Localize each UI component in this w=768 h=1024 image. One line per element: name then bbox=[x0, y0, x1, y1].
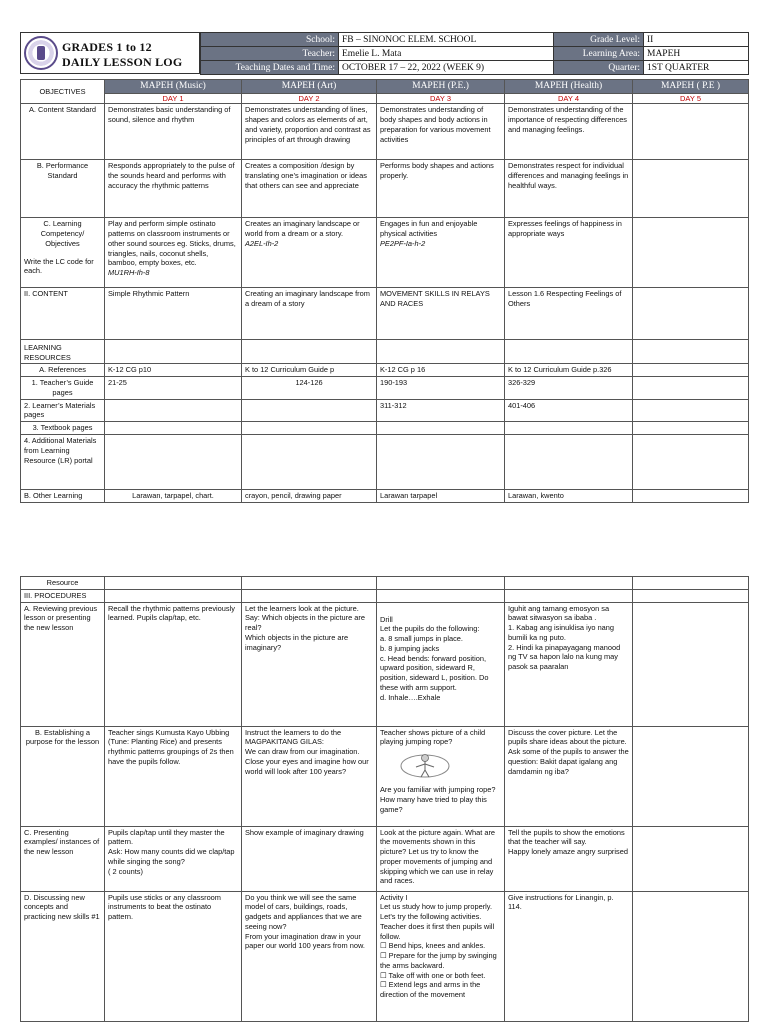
subject-art: MAPEH (Art) bbox=[242, 80, 377, 94]
presenting-label: C. Presenting examples/ instances of the new lesson bbox=[21, 826, 105, 891]
learners-materials-cell bbox=[105, 399, 242, 422]
other-learning-cell bbox=[633, 490, 749, 503]
empty-cell bbox=[105, 340, 242, 364]
reviewing-cell bbox=[633, 602, 749, 726]
subject-pe-day5: MAPEH ( P.E ) bbox=[633, 80, 749, 94]
empty-cell bbox=[377, 589, 505, 602]
content-standard-cell: Demonstrates understanding of the importance of respecting differences and managing feelings. bbox=[505, 104, 633, 160]
performance-standard-cell bbox=[633, 160, 749, 218]
brand-line-1: GRADES 1 to 12 bbox=[62, 40, 152, 54]
competency-text: Engages in fun and enjoyable physical activities bbox=[380, 219, 478, 239]
competency-text: Play and perform simple ostinato patterns on classroom instruments or other sound sources eg. Sticks, drums, triangles, nails, coconut shells, bamboo, empty boxes, etc. bbox=[108, 219, 236, 268]
reviewing-cell: Iguhit ang tamang emosyon sa bawat sitwasyon sa ibaba . 1. Kabag ang isinuklisa iyo nang bumili ka ng puto. 2. Hindi ka pinapayagang manood ng TV sa hapon lalo na kung may pasok sa paaralan bbox=[505, 602, 633, 726]
teachers-guide-label: 1. Teacher’s Guide pages bbox=[21, 377, 105, 400]
performance-standard-cell: Demonstrates respect for individual differences and managing feelings in healthful ways. bbox=[505, 160, 633, 218]
empty-cell bbox=[377, 577, 505, 590]
jumping-rope-image bbox=[394, 751, 456, 781]
empty-cell bbox=[633, 422, 749, 435]
empty-cell bbox=[377, 422, 505, 435]
brand-line-2: DAILY LESSON LOG bbox=[62, 55, 183, 69]
subject-health: MAPEH (Health) bbox=[505, 80, 633, 94]
reviewing-cell: Drill Let the pupils do the following: a. 8 small jumps in place. b. 8 jumping jacks c. Head bends: forward position, upward position, sideward R, position, sideward L, position. Do these with arm support. d. Inhale….Exhale bbox=[377, 602, 505, 726]
content-cell bbox=[633, 288, 749, 340]
dates-label: Teaching Dates and Time: bbox=[201, 61, 339, 75]
area-label: Learning Area: bbox=[554, 47, 644, 61]
objectives-header: OBJECTIVES bbox=[21, 80, 105, 104]
performance-standard-cell: Responds appropriately to the pulse of the sounds heard and performs with accuracy the rhythmic patterns bbox=[105, 160, 242, 218]
empty-cell bbox=[242, 340, 377, 364]
references-label: A. References bbox=[21, 364, 105, 377]
day-2: DAY 2 bbox=[242, 93, 377, 104]
discussing-label: D. Discussing new concepts and practicing new skills #1 bbox=[21, 891, 105, 1021]
procedures-table bbox=[20, 576, 749, 1022]
empty-cell bbox=[633, 340, 749, 364]
empty-cell bbox=[505, 577, 633, 590]
quarter-value: 1ST QUARTER bbox=[644, 61, 749, 75]
presenting-cell: Show example of imaginary drawing bbox=[242, 826, 377, 891]
content-standard-cell: Demonstrates basic understanding of sound, silence and rhythm bbox=[105, 104, 242, 160]
competency-cell bbox=[105, 218, 242, 288]
empty-cell bbox=[505, 435, 633, 490]
references-cell bbox=[633, 364, 749, 377]
establishing-cell bbox=[633, 726, 749, 826]
day-5: DAY 5 bbox=[633, 93, 749, 104]
other-learning-label: B. Other Learning bbox=[21, 490, 105, 503]
other-learning-cell: Larawan, tarpapel, chart. bbox=[105, 490, 242, 503]
presenting-cell: Tell the pupils to show the emotions that the teacher will say. Happy lonely amaze angry surprised bbox=[505, 826, 633, 891]
discussing-cell: Give instructions for Linangin, p. 114. bbox=[505, 891, 633, 1021]
content-standard-cell: Demonstrates understanding of lines, shapes and colors as elements of art, and variety, proportion and contrast as principles of art through drawing bbox=[242, 104, 377, 160]
teacher-value: Emelie L. Mata bbox=[339, 47, 554, 61]
dates-value: OCTOBER 17 – 22, 2022 (WEEK 9) bbox=[339, 61, 554, 75]
competency-cell bbox=[242, 218, 377, 288]
discussing-cell: Activity I Let us study how to jump properly. Let’s try the following activities. Teacher does it first then pupils will follow. ☐ Bend hips, knees and ankles. ☐ Prepare for the jump by swinging the arms backward. ☐ Take off with one or both feet. ☐ Extend legs and arms in the direction of the movement bbox=[377, 891, 505, 1021]
day-1: DAY 1 bbox=[105, 93, 242, 104]
learners-materials-cell: 311-312 bbox=[377, 399, 505, 422]
performance-standard-cell: Creates a composition /design by translating one’s imagination or ideas that others can see and appreciate bbox=[242, 160, 377, 218]
other-learning-cell: Larawan tarpapel bbox=[377, 490, 505, 503]
header bbox=[20, 32, 748, 74]
header-info-table bbox=[200, 32, 749, 75]
learners-materials-cell: 401-406 bbox=[505, 399, 633, 422]
deped-seal-icon bbox=[24, 36, 58, 70]
empty-cell bbox=[242, 422, 377, 435]
empty-cell bbox=[242, 589, 377, 602]
references-cell: K-12 CG p10 bbox=[105, 364, 242, 377]
empty-cell bbox=[633, 435, 749, 490]
subject-music: MAPEH (Music) bbox=[105, 80, 242, 94]
presenting-cell bbox=[633, 826, 749, 891]
empty-cell bbox=[105, 589, 242, 602]
teachers-guide-cell bbox=[633, 377, 749, 400]
lc-code: A2EL-Ih-2 bbox=[245, 238, 279, 248]
quarter-label: Quarter: bbox=[554, 61, 644, 75]
competency-cell bbox=[377, 218, 505, 288]
logo-box bbox=[20, 32, 200, 74]
references-cell: K-12 CG p 16 bbox=[377, 364, 505, 377]
empty-cell bbox=[242, 577, 377, 590]
lc-code: PE2PF-Ia-h-2 bbox=[380, 238, 426, 248]
competency-label-cell bbox=[21, 218, 105, 288]
competency-note: Write the LC code for each. bbox=[24, 256, 94, 276]
empty-cell bbox=[242, 435, 377, 490]
school-value: FB – SINONOC ELEM. SCHOOL bbox=[339, 33, 554, 47]
establishing-cell: Discuss the cover picture. Let the pupils share ideas about the picture. Ask some of the pupils to answer the question: Bakit dapat igalang ang damdamin ng iba? bbox=[505, 726, 633, 826]
performance-standard-cell: Performs body shapes and actions properly. bbox=[377, 160, 505, 218]
resource-label: Resource bbox=[21, 577, 105, 590]
subject-pe: MAPEH (P.E.) bbox=[377, 80, 505, 94]
content-standard-cell bbox=[633, 104, 749, 160]
content-standard-cell: Demonstrates understanding of body shapes and body actions in preparation for various movement activities bbox=[377, 104, 505, 160]
presenting-cell: Look at the picture again. What are the movements shown in this picture? Let us try to know the proper movements of jumping and skipping which we can use in relay and races. bbox=[377, 826, 505, 891]
competency-text: Expresses feelings of happiness in appropriate ways bbox=[508, 219, 622, 239]
procedures-label: III. PROCEDURES bbox=[21, 589, 105, 602]
empty-cell bbox=[505, 422, 633, 435]
day-4: DAY 4 bbox=[505, 93, 633, 104]
content-cell: Lesson 1.6 Respecting Feelings of Others bbox=[505, 288, 633, 340]
establishing-cell bbox=[377, 726, 505, 826]
learners-materials-label: 2. Learner’s Materials pages bbox=[21, 399, 105, 422]
learners-materials-cell bbox=[242, 399, 377, 422]
empty-cell bbox=[105, 422, 242, 435]
textbook-label: 3. Textbook pages bbox=[21, 422, 105, 435]
discussing-cell: Pupils use sticks or any classroom instruments to beat the ostinato pattern. bbox=[105, 891, 242, 1021]
teachers-guide-cell: 124-126 bbox=[242, 377, 377, 400]
other-learning-cell: crayon, pencil, drawing paper bbox=[242, 490, 377, 503]
establishing-label: B. Establishing a purpose for the lesson bbox=[21, 726, 105, 826]
reviewing-cell: Recall the rhythmic patterns previously learned. Pupils clap/tap, etc. bbox=[105, 602, 242, 726]
lc-code: MU1RH-Ih-8 bbox=[108, 268, 150, 278]
content-standard-label: A. Content Standard bbox=[21, 104, 105, 160]
empty-cell bbox=[633, 589, 749, 602]
competency-text: Creates an imaginary landscape or world from a dream or a story. bbox=[245, 219, 360, 239]
school-label: School: bbox=[201, 33, 339, 47]
establishing-cell: Teacher sings Kumusta Kayo Ubbing (Tune: Planting Rice) and presents rhythmic patterns groupings of 2s then have the pupils follow. bbox=[105, 726, 242, 826]
teacher-label: Teacher: bbox=[201, 47, 339, 61]
day-3: DAY 3 bbox=[377, 93, 505, 104]
empty-cell bbox=[505, 340, 633, 364]
objectives-table bbox=[20, 79, 749, 503]
discussing-cell: Do you think we will see the same model of cars, buildings, roads, gadgets and appliances that we are seeing now? From your imagination draw in your paper our world 100 years from now. bbox=[242, 891, 377, 1021]
empty-cell bbox=[105, 577, 242, 590]
establishing-question: Are you familiar with jumping rope? How many have tried to play this game? bbox=[380, 785, 496, 814]
reviewing-cell: Let the learners look at the picture. Say: Which objects in the picture are real? Which objects in the picture are imaginary? bbox=[242, 602, 377, 726]
competency-cell bbox=[505, 218, 633, 288]
performance-standard-label: B. Performance Standard bbox=[21, 160, 105, 218]
discussing-cell bbox=[633, 891, 749, 1021]
empty-cell bbox=[105, 435, 242, 490]
area-value: MAPEH bbox=[644, 47, 749, 61]
content-cell: Creating an imaginary landscape from a dream of a story bbox=[242, 288, 377, 340]
establishing-text: Teacher shows picture of a child playing jumping rope? bbox=[380, 727, 486, 747]
references-cell: K to 12 Curriculum Guide p bbox=[242, 364, 377, 377]
other-learning-cell: Larawan, kwento bbox=[505, 490, 633, 503]
teachers-guide-cell: 21-25 bbox=[105, 377, 242, 400]
competency-label: C. Learning Competency/ Objectives bbox=[40, 219, 85, 248]
empty-cell bbox=[377, 435, 505, 490]
reviewing-label: A. Reviewing previous lesson or presenting the new lesson bbox=[21, 602, 105, 726]
empty-cell bbox=[633, 577, 749, 590]
teachers-guide-cell: 190-193 bbox=[377, 377, 505, 400]
learners-materials-cell bbox=[633, 399, 749, 422]
teachers-guide-cell: 326-329 bbox=[505, 377, 633, 400]
grade-label: Grade Level: bbox=[554, 33, 644, 47]
competency-cell bbox=[633, 218, 749, 288]
content-cell: MOVEMENT SKILLS IN RELAYS AND RACES bbox=[377, 288, 505, 340]
learning-resources-label: LEARNING RESOURCES bbox=[21, 340, 105, 364]
empty-cell bbox=[377, 340, 505, 364]
presenting-cell: Pupils clap/tap until they master the pattern. Ask: How many counts did we clap/tap while singing the song? ( 2 counts) bbox=[105, 826, 242, 891]
content-cell: Simple Rhythmic Pattern bbox=[105, 288, 242, 340]
content-label: II. CONTENT bbox=[21, 288, 105, 340]
additional-materials-label: 4. Additional Materials from Learning Resource (LR) portal bbox=[21, 435, 105, 490]
establishing-cell: Instruct the learners to do the MAGPAKITANG GILAS: We can draw from our imagination. Close your eyes and imagine how our world will look after 100 years? bbox=[242, 726, 377, 826]
grade-value: II bbox=[644, 33, 749, 47]
references-cell: K to 12 Curriculum Guide p.326 bbox=[505, 364, 633, 377]
empty-cell bbox=[505, 589, 633, 602]
